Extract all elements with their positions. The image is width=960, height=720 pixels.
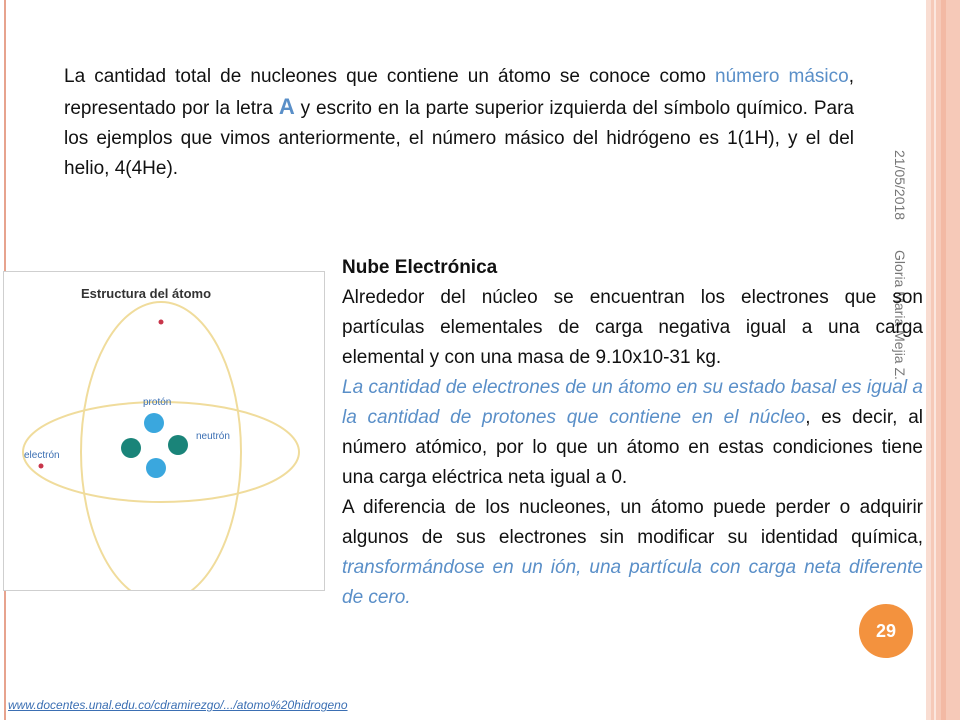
intro-paragraph: La cantidad total de nucleones que contiene un átomo se conoce como número másico, representado por la letra A y escrito en la parte superior izquierda del símbolo químico. Para los ejemplos que vimos anteriormente, el número másico del hidrógeno es 1(1H), y el del helio, 4(4He). <box>64 66 855 179</box>
paragraph-3-highlight: transformándose en un ión, una partícula con carga neta diferente de cero. <box>342 557 923 608</box>
source-link[interactable]: www.docentes.unal.edu.co/cdramirezgo/.../atomo%20hidrogeno <box>8 698 348 712</box>
highlight-numero-masico: número másico <box>715 66 849 87</box>
neutron-right <box>168 435 188 455</box>
neutron-left <box>121 438 141 458</box>
figure-title: Estructura del átomo <box>81 286 212 301</box>
paragraph-2-highlight: La cantidad de electrones de un átomo en su estado basal es igual a la cantidad de protones que contiene en el núcleo <box>342 377 923 428</box>
label-proton: protón <box>143 397 172 408</box>
right-decorative-band-inner <box>926 0 931 720</box>
electron-left <box>39 464 44 469</box>
electron-top <box>159 320 164 325</box>
paragraph-3: A diferencia de los nucleones, un átomo puede perder o adquirir algunos de sus electrones sin modificar su identidad química, transformándose en un ión, una partícula con carga neta diferente de cero. <box>342 497 923 608</box>
mass-number-letter: A <box>278 94 295 119</box>
orbit-vertical <box>81 302 241 590</box>
proton-bottom <box>146 458 166 478</box>
section-heading: Nube Electrónica <box>342 257 498 278</box>
proton-top <box>144 413 164 433</box>
slide-date: 21/05/2018 <box>892 150 908 221</box>
right-decorative-line-2 <box>941 0 946 720</box>
atom-structure-figure <box>3 271 325 591</box>
label-neutron: neutrón <box>196 431 230 442</box>
slide-author: Gloria Maria Mejia Z. <box>892 250 908 380</box>
paragraph-1: Alrededor del núcleo se encuentran los electrones que son partículas elementales de carga negativa igual a una carga elemental y con una masa de 9.10x10-31 kg. <box>342 287 923 368</box>
atom-diagram-svg <box>4 272 324 590</box>
label-electron: electrón <box>24 450 60 461</box>
paragraph-2: La cantidad de electrones de un átomo en su estado basal es igual a la cantidad de protones que contiene en el núcleo, es decir, al número atómico, por lo que un átomo en estas condiciones tiene una carga eléctrica neta igual a 0. <box>342 377 923 488</box>
electron-cloud-text <box>342 253 923 613</box>
right-decorative-line <box>934 0 936 720</box>
page-number-badge: 29 <box>859 604 913 658</box>
